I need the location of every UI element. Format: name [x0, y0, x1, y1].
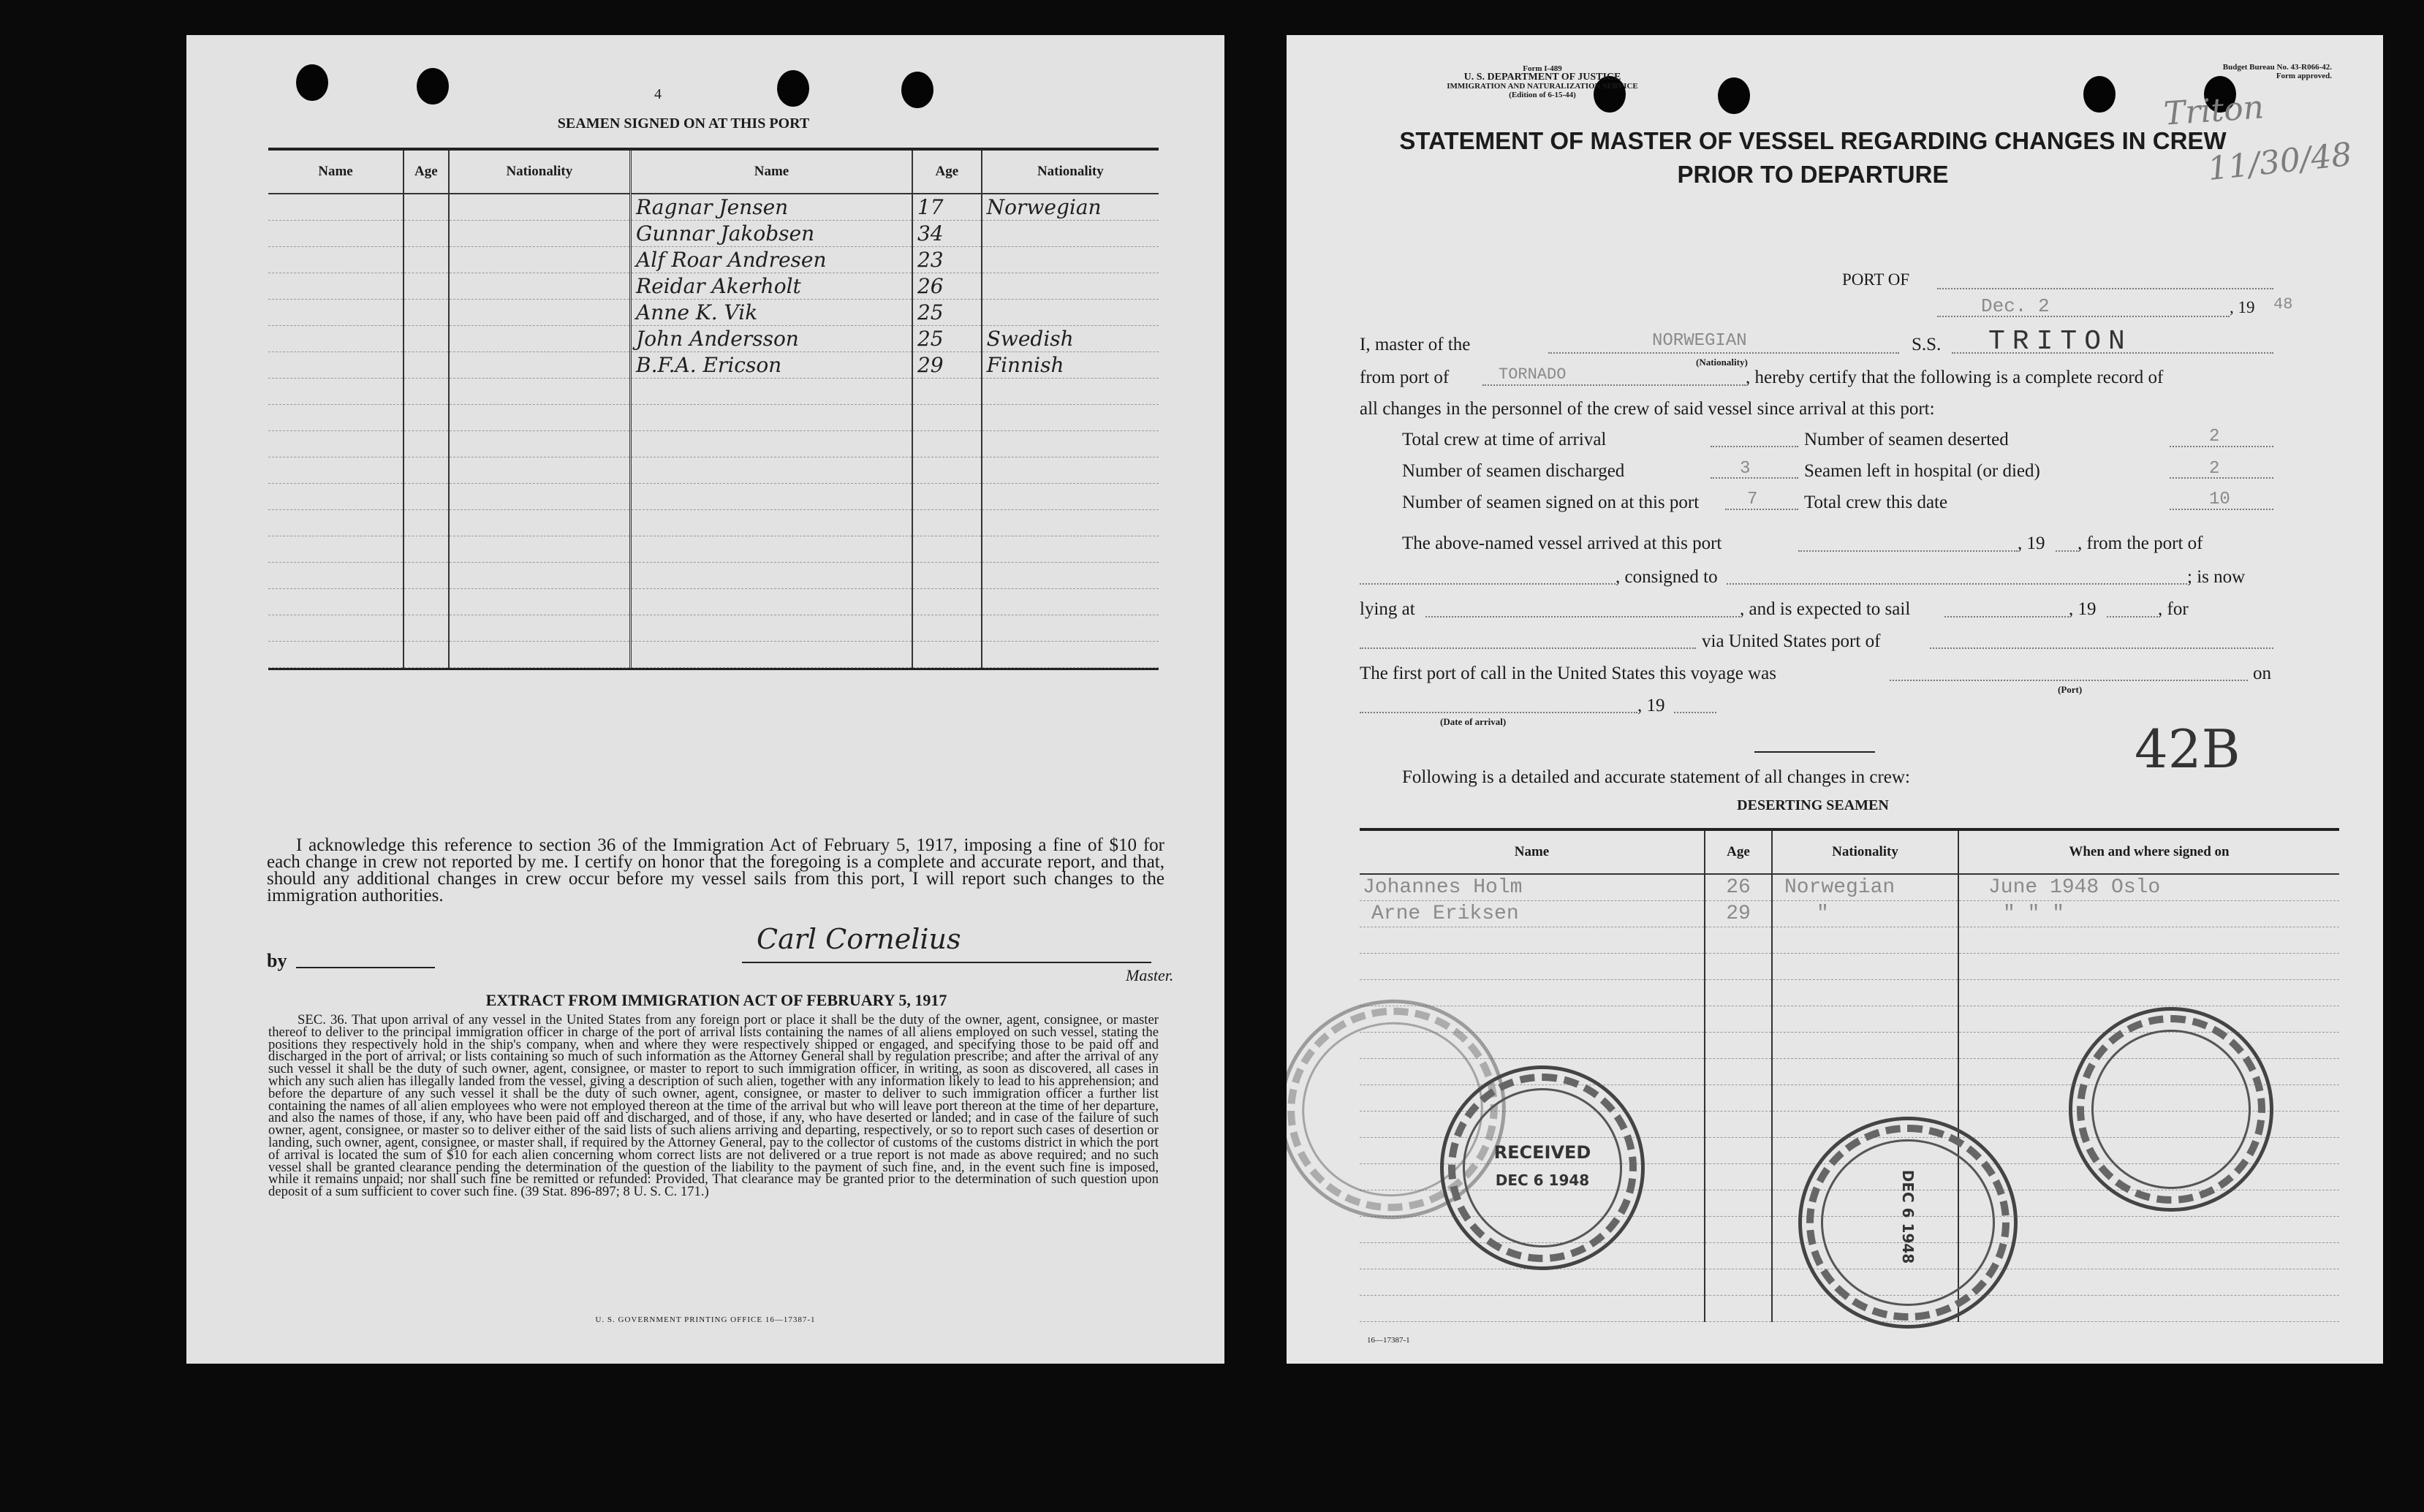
stat-label: Number of seamen signed on at this port — [1402, 493, 1700, 512]
table-row — [268, 194, 1159, 221]
form-approved: Form approved. — [2276, 72, 2332, 80]
form-subtitle: PRIOR TO DEPARTURE — [1677, 161, 1949, 188]
stat-label: Number of seamen discharged — [1402, 461, 1625, 481]
printing-office: U. S. GOVERNMENT PRINTING OFFICE 16—17387-1 — [595, 1315, 816, 1324]
signed-on-table-wrap — [268, 148, 1159, 670]
punch-hole — [2083, 76, 2116, 113]
punch-hole — [777, 70, 809, 107]
port-caption: (Port) — [2058, 684, 2083, 695]
master-of-label: I, master of the — [1360, 335, 1471, 354]
is-now: ; is now — [2187, 567, 2246, 587]
consigned-line — [1727, 583, 2187, 585]
form-number: Form I-489 — [1523, 64, 1562, 73]
seaman-age: 25 — [912, 326, 982, 352]
seaman-name: Reidar Akerholt — [631, 273, 912, 300]
stamp-received-text: RECEIVED — [1493, 1142, 1591, 1163]
received-stamp — [1440, 1065, 1645, 1270]
seaman-name: John Andersson — [631, 326, 912, 352]
table-row — [268, 484, 1159, 510]
via-port-line — [1930, 647, 2273, 649]
handwritten-date: 11/30/48 — [2205, 135, 2354, 189]
by-label: by — [267, 950, 287, 971]
signed-on-table — [268, 151, 1159, 668]
code-mark: 42B — [2135, 718, 2241, 780]
table-row — [1360, 901, 2339, 927]
table-row — [268, 431, 1159, 457]
by-line — [296, 967, 435, 968]
stat-line — [2170, 477, 2273, 479]
table-row — [1360, 980, 2339, 1006]
seaman-nationality — [982, 247, 1159, 273]
seaman-name: Gunnar Jakobsen — [631, 221, 912, 247]
seaman-name: B.F.A. Ericson — [631, 352, 912, 379]
stat-value: 2 — [2209, 427, 2220, 447]
table-row — [268, 536, 1159, 563]
extract-title: EXTRACT FROM IMMIGRATION ACT OF FEBRUARY 5, 1917 — [485, 991, 947, 1009]
seaman-age: 25 — [912, 300, 982, 326]
col-header-nationality: Nationality — [449, 151, 631, 194]
arrived-line — [1798, 550, 2018, 552]
first-port-line — [1890, 680, 2248, 681]
stat-line — [1711, 477, 1798, 479]
table-row — [268, 642, 1159, 668]
handwritten-note: Triton — [2162, 88, 2265, 133]
left-page — [186, 35, 1224, 1364]
from-the-port-of: , from the port of — [2078, 533, 2203, 553]
deserter-signed-on: " " " — [1958, 901, 2339, 927]
col-header-age-2: Age — [912, 151, 982, 194]
date-line — [1937, 316, 2230, 317]
for-label: , for — [2158, 599, 2189, 619]
master-signature-line — [742, 962, 1151, 963]
stat-value: 2 — [2209, 459, 2220, 479]
master-label: Master. — [1126, 966, 1174, 984]
col-header-nationality: Nationality — [1772, 831, 1958, 874]
sail-year-line — [2107, 616, 2158, 618]
certify-text-2: all changes in the personnel of the crew of said vessel since arrival at this port: — [1360, 399, 1935, 419]
col-header-age: Age — [404, 151, 449, 194]
table-row — [268, 300, 1159, 326]
deserter-signed-on: June 1948 Oslo — [1958, 874, 2339, 901]
punch-hole — [901, 72, 933, 108]
seaman-name: Alf Roar Andresen — [631, 247, 912, 273]
arrived-text: The above-named vessel arrived at this port — [1402, 533, 1722, 553]
separator-line — [1754, 751, 1875, 753]
col-header-name: Name — [1360, 831, 1705, 874]
table-row — [268, 221, 1159, 247]
edition: (Edition of 6-15-44) — [1509, 91, 1576, 99]
seaman-age: 29 — [912, 352, 982, 379]
table-row — [268, 510, 1159, 536]
seaman-nationality — [982, 273, 1159, 300]
table-row — [268, 326, 1159, 352]
nationality-line — [1548, 352, 1899, 354]
deserter-nationality: Norwegian — [1772, 874, 1958, 901]
consigned-to: , consigned to — [1616, 567, 1718, 587]
table-row — [1360, 927, 2339, 954]
seaman-nationality: Swedish — [982, 326, 1159, 352]
table-row — [268, 405, 1159, 431]
col-header-signed-on: When and where signed on — [1958, 831, 2339, 874]
port-of-label: PORT OF — [1842, 270, 1910, 289]
stat-label: Seamen left in hospital (or died) — [1804, 461, 2040, 481]
right-stamp — [2069, 1007, 2273, 1212]
stamp-date-text: DEC 6 1948 — [1495, 1171, 1590, 1189]
stat-value: 10 — [2209, 490, 2230, 509]
seaman-age: 17 — [912, 194, 982, 221]
punch-hole — [1718, 77, 1750, 114]
port-of-date: Dec. 2 — [1981, 295, 2050, 317]
col-header-name: Name — [268, 151, 404, 194]
ship-name: TRITON — [1988, 326, 2132, 357]
sail-date-line — [1944, 616, 2069, 618]
certify-text: , hereby certify that the following is a complete record of — [1746, 368, 2164, 387]
table-row — [268, 379, 1159, 405]
stat-line — [1725, 509, 1798, 510]
from-port-label: from port of — [1360, 368, 1450, 387]
table-row — [1360, 874, 2339, 901]
right-page — [1287, 35, 2383, 1364]
via-port: via United States port of — [1702, 631, 1881, 651]
destination-line — [1360, 647, 1696, 649]
punch-hole — [296, 64, 328, 101]
table-row — [268, 563, 1159, 589]
deserter-name: Arne Eriksen — [1360, 901, 1705, 927]
form-title: STATEMENT OF MASTER OF VESSEL REGARDING CHANGES IN CREW — [1399, 127, 2227, 154]
year-short: , 19 — [1637, 696, 1665, 715]
table-row — [268, 589, 1159, 615]
extract-text: SEC. 36. That upon arrival of any vessel in the United States from any foreign port or place it shall be the duty of the owner, agent, consignee, or master thereof to deliver to the principal immigration officer in charge of the port of arrival lists containing the names of all aliens employed on such vessel, stating the positions they respectively hold in the ship's company, when and where they were respectively shipped or engaged, and specifying those to be paid off and discharged in the port of arrival; or lists containing so much of such information as the Attorney General shall by regulation prescribe; and after the arrival of any such vessel it shall be the duty of such owner, agent, consignee, or master to report to such immigration officer, in writing, as soon as discovered, all cases in which any such alien has illegally landed from the vessel, giving a description of such alien, together with any information likely to lead to his apprehension; and before the departure of any such vessel it shall be the duty of such owner, agent, consignee, or master to deliver to such immigration officer a further list containing the names of all alien employees who were not employed thereon at the time of the arrival but who will leave port thereon at the time of her departure, and also the names of those, if any, who have been paid off and discharged, and of those, if any, who have deserted or landed; and in case of the failure of such owner, agent, consignee, or master so to deliver either of the said lists of such aliens arriving and departing, respectively, or so to report such cases of desertion or landing, such owner, agent, consignee, or master shall, if required by the Attorney General, pay to the collector of customs of the customs district in which the port of arrival is located the sum of $10 for each alien concerning whom correct lists are not delivered or a true report is not made as above required; and no such vessel shall be granted clearance pending the determination of the question of the liability to the payment of such fine, and, in the event such fine is imposed, while it remains unpaid; nor shall such fine be remitted or refunded: Provided, That clearance may be granted prior to the determination of such question upon deposit of a sum sufficient to cover such fine. (39 Stat. 896-897; 8 U. S. C. 171.) — [268, 1012, 1159, 1200]
stat-label: Number of seamen deserted — [1804, 430, 2009, 449]
table-row — [1360, 954, 2339, 980]
port-of-line — [1937, 288, 2273, 289]
service: IMMIGRATION AND NATURALIZATION SERVICE — [1447, 82, 1638, 91]
footer-code: 16—17387-1 — [1367, 1336, 1410, 1345]
lying-at-line — [1425, 616, 1740, 618]
nationality-caption: (Nationality) — [1696, 357, 1748, 368]
acknowledgment-text: I acknowledge this reference to section 36 of the Immigration Act of February 5, 1917, imposing a fine of $10 for each change in crew not reported by me. I certify on honor that the foregoing is a complete and accurate report, and that, should any additional changes in crew occur before my vessel sails from this port, I will report such changes to the immigration authorities. — [267, 835, 1164, 905]
from-port-value: TORNADO — [1499, 365, 1567, 384]
from-port-of-line — [1360, 583, 1616, 585]
table-row — [268, 457, 1159, 484]
seaman-name: Ragnar Jensen — [631, 194, 912, 221]
seaman-age: 23 — [912, 247, 982, 273]
department: U. S. DEPARTMENT OF JUSTICE — [1463, 72, 1621, 83]
table-row — [268, 615, 1159, 642]
first-port-call: The first port of call in the United States this voyage was — [1360, 664, 1777, 683]
col-header-nationality-2: Nationality — [982, 151, 1159, 194]
deserter-age: 26 — [1705, 874, 1772, 901]
budget-number: Budget Bureau No. 43-R066-42. — [2222, 63, 2332, 72]
deserter-age: 29 — [1705, 901, 1772, 927]
col-header-name-2: Name — [631, 151, 912, 194]
year-short: , 19 — [2018, 533, 2045, 553]
on-label: on — [2253, 664, 2271, 683]
col-header-age: Age — [1705, 831, 1772, 874]
year-short: , 19 — [2069, 599, 2097, 619]
year-value: 48 — [2273, 295, 2293, 314]
stat-line — [2170, 446, 2273, 447]
nationality-value: NORWEGIAN — [1652, 331, 1747, 351]
seaman-nationality: Norwegian — [982, 194, 1159, 221]
seaman-nationality — [982, 300, 1159, 326]
page-number: 4 — [654, 86, 662, 102]
seaman-age: 34 — [912, 221, 982, 247]
seaman-nationality: Finnish — [982, 352, 1159, 379]
lying-at: lying at — [1360, 599, 1415, 619]
from-port-line — [1482, 384, 1746, 386]
seaman-age: 26 — [912, 273, 982, 300]
stat-value: 3 — [1740, 459, 1751, 479]
stat-value: 7 — [1747, 490, 1758, 509]
table-row — [268, 247, 1159, 273]
stat-label: Total crew at time of arrival — [1402, 430, 1607, 449]
stamp-date-text: DEC 6 1948 — [1899, 1169, 1917, 1264]
stat-line — [1711, 446, 1798, 447]
deserting-title: DESERTING SEAMEN — [1737, 797, 1889, 813]
arrival-year-line — [1674, 712, 1716, 713]
seaman-nationality — [982, 221, 1159, 247]
table-row — [268, 352, 1159, 379]
punch-hole — [417, 68, 449, 105]
following-text: Following is a detailed and accurate statement of all changes in crew: — [1402, 767, 1910, 787]
deserter-nationality: " — [1772, 901, 1958, 927]
table-row — [268, 273, 1159, 300]
year-label: , 19 — [2230, 298, 2255, 316]
master-signature: Carl Cornelius — [757, 923, 961, 955]
date-stamp — [1798, 1117, 2018, 1329]
expected-to-sail: , and is expected to sail — [1740, 599, 1911, 619]
form-header — [1433, 64, 1652, 99]
seamen-signed-on-title: SEAMEN SIGNED ON AT THIS PORT — [557, 115, 810, 132]
date-of-arrival-line — [1360, 712, 1637, 713]
date-arrival-caption: (Date of arrival) — [1440, 716, 1507, 727]
ss-label: S.S. — [1912, 335, 1942, 354]
deserter-name: Johannes Holm — [1360, 874, 1705, 901]
year-short-line — [2056, 550, 2078, 552]
stat-label: Total crew this date — [1804, 493, 1948, 512]
budget-bureau — [2113, 63, 2332, 80]
seaman-name: Anne K. Vik — [631, 300, 912, 326]
